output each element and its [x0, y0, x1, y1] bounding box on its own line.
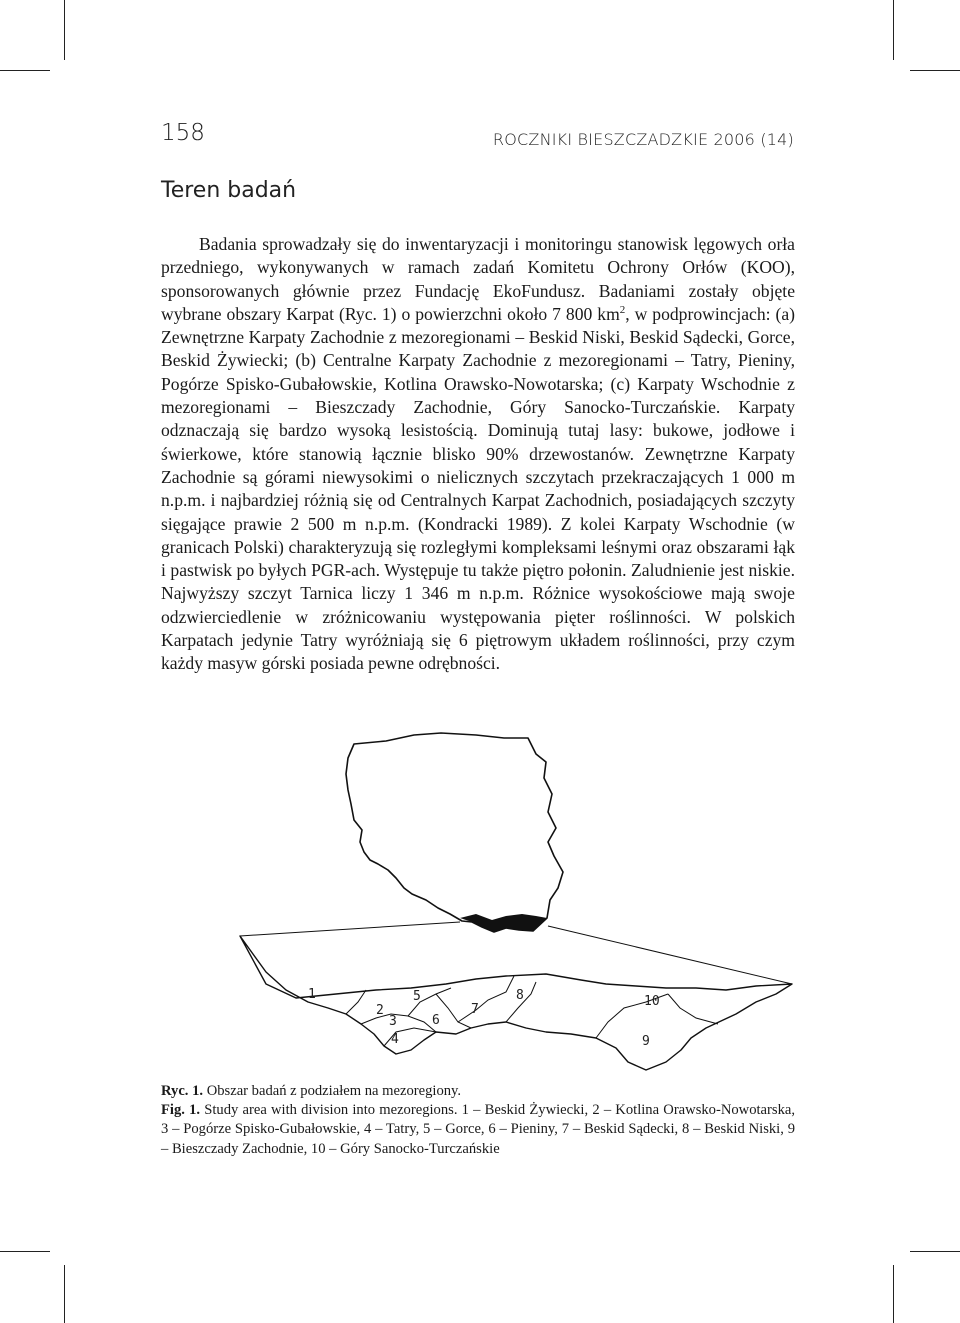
- pointer-line-left: [240, 922, 460, 936]
- study-area-map: [236, 732, 796, 1077]
- region-label-1: 1: [308, 987, 316, 1002]
- pointer-line-right: [548, 926, 792, 984]
- body-text-part-2: , w podprowincjach: (a) Zewnętrzne Karpaty Zachodnie z mezoregionami – Beskid Niski, Beskid Sądecki, Gorce, Beskid Żywiecki; (b) Centralne Karpaty Zachodnie z mezoregionami – Tatry, Pieniny, Pogórze Spisko-Gubałowskie, Kotlina Orawsko-Nowotarska; (c) Karpaty Wschodnie z mezoregionami – Bieszczady Zachodnie, Góry Sanocko-Turczańskie. Karpaty odznaczają się bardzo wysoką lesistością. Dominują tutaj lasy: bukowe, jodłowe i świerkowe, które stanowią łącznie blisko 90% drzewostanów. Zewnętrzne Karpaty Zachodnie są górami niewysokimi o nielicznych szczytach przekraczających 1 000 m n.p.m. i najbardziej różnią się od Centralnych Karpat Zachodnich, posiadających szczyty sięgające prawie 2 500 m n.p.m. (Kondracki 1989). Z kolei Karpaty Wschodnie (w granicach Polski) charakteryzują się rozległymi kompleksami leśnymi oraz obszarami łąk i pastwisk po byłych PGR-ach. Występuje tu także piętro połonin. Zaludnienie jest niskie. Najwyższy szczyt Tarnica liczy 1 346 m n.p.m. Różnice wysokościowe mają swoje odzwierciedlenie w zróżnicowaniu występowania pięter roślinności. W polskich Karpatach jedynie Tatry wyróżniają się 6 piętrowym układem roślinności, przy czym każdy masyw górski posiada pewne odrębności.: [161, 303, 795, 674]
- crop-mark-bottom-left-h: [0, 1251, 50, 1252]
- region-label-3: 3: [389, 1014, 397, 1029]
- crop-mark-bottom-right-h: [910, 1251, 960, 1252]
- km-superscript: 2: [619, 304, 626, 317]
- poland-outline: [346, 733, 563, 932]
- region-label-5: 5: [413, 989, 421, 1004]
- caption-english-text: Study area with division into mezoregions. 1 – Beskid Żywiecki, 2 – Kotlina Orawsko-Nowotarska, 3 – Pogórze Spisko-Gubałowskie, 4 – Tatry, 5 – Gorce, 6 – Pieniny, 7 – Beskid Sądecki, 8 – Beskid Niski, 9 – Bieszczady Zachodnie, 10 – Góry Sanocko-Turczańskie: [161, 1102, 795, 1157]
- map-svg: [236, 732, 796, 1077]
- region-label-2: 2: [376, 1003, 384, 1018]
- crop-mark-bottom-left-v: [64, 1265, 65, 1323]
- body-paragraph: [161, 233, 795, 676]
- crop-mark-top-right-v: [893, 0, 894, 60]
- region-label-7: 7: [471, 1002, 479, 1017]
- caption-polish: [161, 1082, 795, 1101]
- study-area-outline: [240, 936, 792, 1070]
- caption-polish-text: Obszar badań z podziałem na mezoregiony.: [203, 1083, 462, 1099]
- region-label-10: 10: [644, 994, 660, 1009]
- caption-english: [161, 1101, 795, 1159]
- caption-english-lead: Fig. 1.: [161, 1102, 201, 1119]
- caption-polish-lead: Ryc. 1.: [161, 1083, 204, 1099]
- body-text-part-1: Badania sprowadzały się do inwentaryzacji i monitoringu stanowisk lęgowych orła przedniego, wykonywanych w ramach zadań Komitetu Ochrony Orłów (KOO), sponsorowanych głównie przez Fundację EkoFundusz. Badaniami zostały objęte wybrane obszary Karpat (Ryc. 1) o powierzchni około 7 800 km: [161, 234, 795, 324]
- crop-mark-top-left-v: [64, 0, 65, 60]
- region-label-9: 9: [642, 1034, 650, 1049]
- crop-mark-bottom-right-v: [893, 1265, 894, 1323]
- page-number: 158: [161, 120, 205, 146]
- section-title: Teren badań: [161, 178, 297, 203]
- region-label-4: 4: [391, 1032, 399, 1047]
- running-head: ROCZNIKI BIESZCZADZKIE 2006 (14): [492, 130, 794, 149]
- crop-mark-top-left-h: [0, 70, 50, 71]
- crop-mark-top-right-h: [910, 70, 960, 71]
- region-label-6: 6: [432, 1013, 440, 1028]
- region-label-8: 8: [516, 988, 524, 1003]
- figure-caption: [161, 1082, 795, 1159]
